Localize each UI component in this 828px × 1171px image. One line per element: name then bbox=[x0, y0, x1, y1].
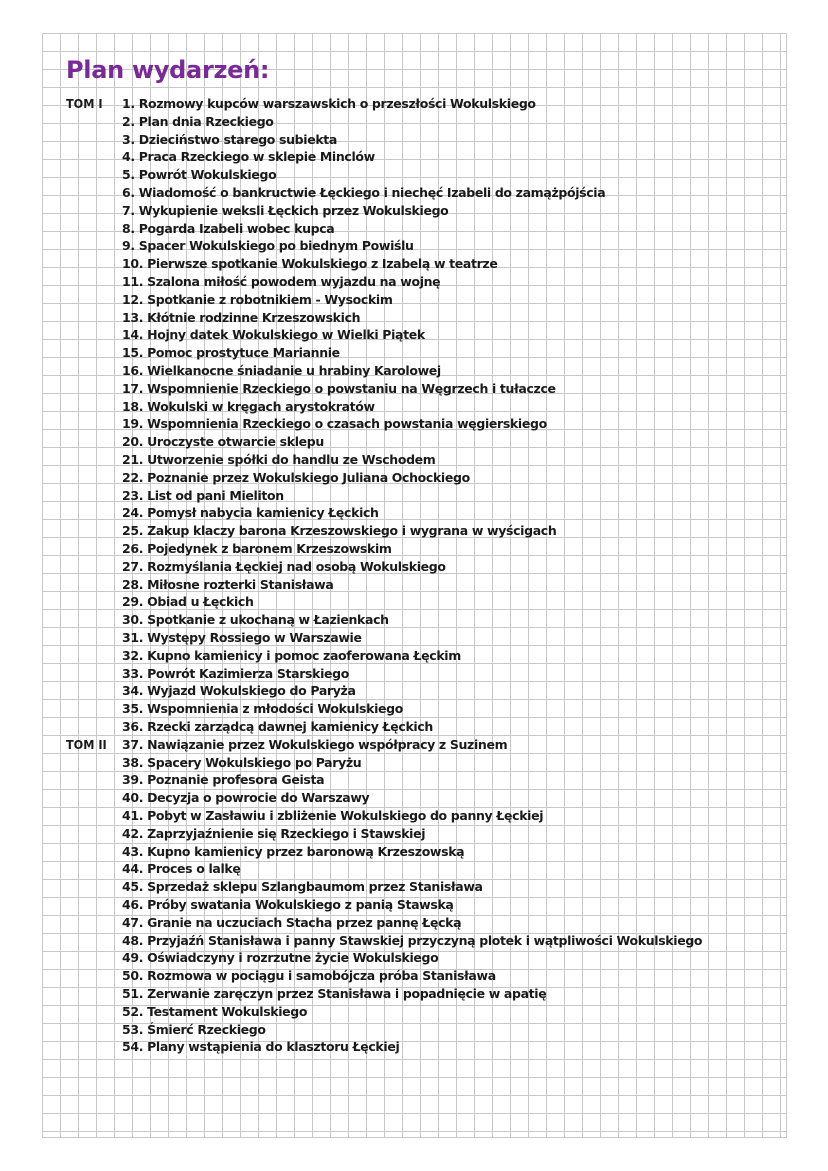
list-item: 6. Wiadomość o bankructwie Łęckiego i niechęć Izabeli do zamążpójścia bbox=[122, 184, 606, 200]
part-label: TOM I bbox=[66, 96, 103, 111]
list-item: 5. Powrót Wokulskiego bbox=[122, 167, 277, 183]
list-item: 47. Granie na uczuciach Stacha przez pannę Łęcką bbox=[122, 914, 462, 930]
list-item: 31. Występy Rossiego w Warszawie bbox=[122, 629, 362, 645]
list-item: 17. Wspomnienie Rzeckiego o powstaniu na Węgrzech i tułaczce bbox=[122, 380, 556, 396]
list-item: 40. Decyzja o powrocie do Warszawy bbox=[122, 790, 370, 806]
list-item: 22. Poznanie przez Wokulskiego Juliana Ochockiego bbox=[122, 469, 470, 485]
list-item: 16. Wielkanocne śniadanie u hrabiny Karolowej bbox=[122, 362, 441, 378]
list-item: 29. Obiad u Łęckich bbox=[122, 594, 254, 610]
list-item: 1. Rozmowy kupców warszawskich o przeszłości Wokulskiego bbox=[122, 96, 536, 111]
list-item: 18. Wokulski w kręgach arystokratów bbox=[122, 398, 375, 414]
list-item: 34. Wyjazd Wokulskiego do Paryża bbox=[122, 683, 356, 699]
list-item: 46. Próby swatania Wokulskiego z panią Stawską bbox=[122, 896, 454, 912]
list-item: 21. Utworzenie spółki do handlu ze Wschodem bbox=[122, 451, 436, 467]
event-list bbox=[122, 736, 702, 1056]
list-item: 54. Plany wstąpienia do klasztoru Łęckiej bbox=[122, 1039, 400, 1055]
list-item: 48. Przyjaźń Stanisława i panny Stawskiej przyczyną plotek i wątpliwości Wokulskiego bbox=[122, 932, 703, 948]
list-item: 27. Rozmyślania Łęckiej nad osobą Wokulskiego bbox=[122, 558, 446, 574]
list-item: 43. Kupno kamienicy przez baronową Krzeszowską bbox=[122, 843, 465, 859]
list-item: 14. Hojny datek Wokulskiego w Wielki Piątek bbox=[122, 327, 425, 343]
list-item: 24. Pomysł nabycia kamienicy Łęckich bbox=[122, 505, 379, 521]
list-item: 4. Praca Rzeckiego w sklepie Minclów bbox=[122, 149, 375, 165]
list-item: 49. Oświadczyny i rozrzutne życie Wokulskiego bbox=[122, 950, 439, 966]
list-item: 51. Zerwanie zaręczyn przez Stanisława i popadnięcie w apatię bbox=[122, 985, 547, 1001]
list-item: 35. Wspomnienia z młodości Wokulskiego bbox=[122, 701, 403, 717]
list-item: 2. Plan dnia Rzeckiego bbox=[122, 113, 274, 129]
list-item: 7. Wykupienie weksli Łęckich przez Wokulskiego bbox=[122, 202, 449, 218]
page-title: Plan wydarzeń: bbox=[66, 56, 270, 84]
list-item: 36. Rzecki zarządcą dawnej kamienicy Łęckich bbox=[122, 718, 433, 734]
list-item: 50. Rozmowa w pociągu i samobójcza próba Stanisława bbox=[122, 968, 496, 984]
list-item: 11. Szalona miłość powodem wyjazdu na wojnę bbox=[122, 273, 441, 289]
list-item: 8. Pogarda Izabeli wobec kupca bbox=[122, 220, 335, 236]
list-item: 44. Proces o lalkę bbox=[122, 861, 241, 877]
list-item: 15. Pomoc prostytuce Mariannie bbox=[122, 345, 340, 361]
list-item: 52. Testament Wokulskiego bbox=[122, 1003, 308, 1019]
list-item: 33. Powrót Kazimierza Starskiego bbox=[122, 665, 349, 681]
list-item: 12. Spotkanie z robotnikiem - Wysockim bbox=[122, 291, 393, 307]
list-item: 20. Uroczyste otwarcie sklepu bbox=[122, 434, 324, 450]
list-item: 53. Śmierć Rzeckiego bbox=[122, 1021, 266, 1037]
list-item: 41. Pobyt w Zasławiu i zbliżenie Wokulskiego do panny Łęckiej bbox=[122, 807, 544, 823]
list-item: 19. Wspomnienia Rzeckiego o czasach powstania węgierskiego bbox=[122, 416, 547, 432]
list-item: 42. Zaprzyjaźnienie się Rzeckiego i Stawskiej bbox=[122, 825, 426, 841]
list-item: 10. Pierwsze spotkanie Wokulskiego z Izabelą w teatrze bbox=[122, 256, 498, 272]
list-item: 30. Spotkanie z ukochaną w Łazienkach bbox=[122, 612, 389, 628]
list-item: 23. List od pani Mieliton bbox=[122, 487, 284, 503]
list-item: 25. Zakup klaczy barona Krzeszowskiego i wygrana w wyścigach bbox=[122, 523, 557, 539]
list-item: 28. Miłosne rozterki Stanisława bbox=[122, 576, 334, 592]
list-item: 3. Dzieciństwo starego subiekta bbox=[122, 131, 338, 147]
list-item: 39. Poznanie profesora Geista bbox=[122, 772, 325, 788]
event-list bbox=[122, 95, 605, 736]
list-item: 32. Kupno kamienicy i pomoc zaoferowana Łęckim bbox=[122, 647, 461, 663]
list-item: 37. Nawiązanie przez Wokulskiego współpracy z Suzinem bbox=[122, 736, 508, 752]
list-item: 9. Spacer Wokulskiego po biednym Powiślu bbox=[122, 238, 414, 254]
part-label: TOM II bbox=[66, 736, 107, 752]
list-item: 38. Spacery Wokulskiego po Paryżu bbox=[122, 754, 362, 770]
list-item: 26. Pojedynek z baronem Krzeszowskim bbox=[122, 540, 392, 556]
list-item: 45. Sprzedaż sklepu Szlangbaumom przez Stanisława bbox=[122, 879, 483, 895]
list-item: 13. Kłótnie rodzinne Krzeszowskich bbox=[122, 309, 361, 325]
